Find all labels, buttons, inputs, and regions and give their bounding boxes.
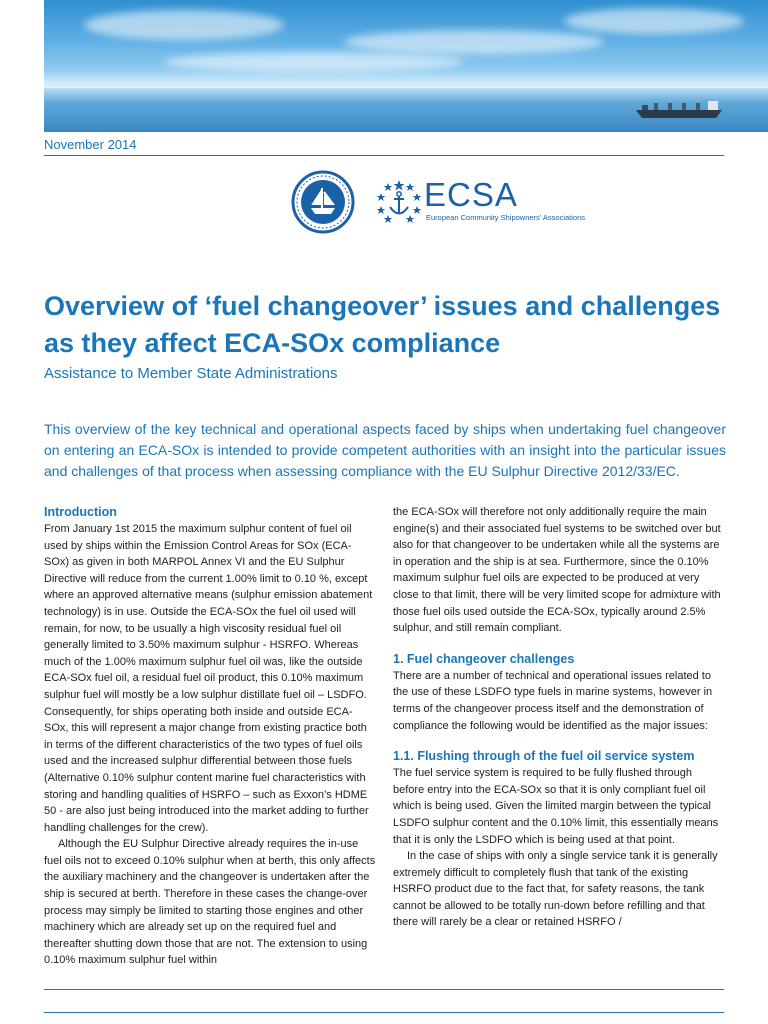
publication-date: November 2014 <box>44 137 137 152</box>
ics-seal-logo <box>291 170 355 234</box>
ecsa-full-name: European Community Shipowners' Associations <box>426 213 586 222</box>
section-1-heading: 1. Fuel changeover challenges <box>393 651 575 666</box>
document-title: Overview of ‘fuel changeover’ issues and challenges as they affect ECA-SOx compliance <box>44 291 721 358</box>
section-1-paragraph: There are a number of technical and operational issues related to the use of these LSDFO type fuels in marine systems, however in terms of the changeover process itself and the demonstration of compliance the following would be identified as the major issues: <box>393 669 713 732</box>
document-subtitle: Assistance to Member State Administrations <box>44 365 338 382</box>
ship-icon <box>634 96 724 122</box>
header-divider <box>44 155 724 156</box>
introduction-paragraph-2: Although the EU Sulphur Directive already requires the in-use fuel oils not to exceed 0.10% sulphur when at berth, this only affects the auxiliary machinery and the changeover is undertaken after the ship is secured at berth. Therefore in these cases the change-over process may simply be limited to starting those engines and other machinery which are already set up on the required fuel and thereafter shutting down those that are not. The extension to using 0.10% maximum sulphur fuel within <box>44 838 376 967</box>
footer-divider <box>44 989 724 990</box>
intro-paragraph: This overview of the key technical and operational aspects faced by ships when undertaking fuel changeover on entering an ECA-SOx is intended to provide competent authorities with an insight into the particular issues and challenges of that process when assessing compliance with the EU Sulphur Directive 2012/33/EC. <box>44 421 726 479</box>
footer-divider-2 <box>44 1012 724 1013</box>
ecsa-anchor-stars-icon <box>376 178 422 224</box>
ecsa-wordmark: ECSA <box>424 176 518 213</box>
introduction-heading: Introduction <box>44 505 117 519</box>
introduction-paragraph-1: From January 1st 2015 the maximum sulphur content of fuel oil used by ships within the Emission Control Areas for SOx (ECA-SOx) as given in both MARPOL Annex VI and the EU Sulphur Directive will reduce from the current 1.00% limit to 0.10 %, except where an approved alternative means (sulphur emission abatement technology) is in use. Outside the ECA-SOx the fuel oil used will remain, for now, to be usually a high viscosity residual fuel oil generally limited to 3.50% maximum sulphur - HSRFO. Whereas much of the 1.00% maximum sulphur fuel oil was, like the outside ECA-SOx fuel oil, a residual fuel oil product, this 0.10% maximum sulphur fuel will mostly be a low sulphur distillate fuel oil – LSDFO. Consequently, for ships operating both inside and outside ECA-SOx, this will represent a major change from existing practice both in terms of the different characteristics of the two types of fuel oils used and the increased sulphur differential between those fuels (Alternative 0.10% sulphur content marine fuel characteristics with storing and handling qualities of HSRFO – such as Exxon’s HDME 50 - are also just being introduced into the market adding to further handling challenges for the crew). <box>44 523 373 834</box>
left-column <box>44 504 376 969</box>
right-column <box>393 504 725 931</box>
ecsa-logo <box>376 178 636 228</box>
section-1-1-heading: 1.1. Flushing through of the fuel oil service system <box>393 749 695 764</box>
section-1-1-paragraph-2: In the case of ships with only a single service tank it is generally extremely difficult to completely flush that tank of the existing HSRFO product due to the fact that, for safety reasons, the tank cannot be allowed to be totally run-down before refilling and that there will rarely be a clear or retained HSRFO / <box>393 850 718 929</box>
header-banner-image <box>44 0 768 132</box>
section-1-1-paragraph-1: The fuel service system is required to be fully flushed through before entry into the ECA-SOx so that it is only compliant fuel oil which is being used. Given the limited margin between the typical LSDFO sulphur content and the 0.10% limit, this essentially means that it is only the LSDFO which is being used at that point. <box>393 767 719 846</box>
right-paragraph-1: the ECA-SOx will therefore not only additionally require the main engine(s) and their associated fuel systems to be switched over but also for that changeover to be undertaken while all the systems are in operation and the ship is at sea. Furthermore, since the 0.10% maximum sulphur fuel oils are expected to be produced at very close to that limit, there will be very limited scope for admixture with those fuel oils used outside the ECA-SOx, typically around 2.5% sulphur, and still remain compliant. <box>393 506 721 635</box>
